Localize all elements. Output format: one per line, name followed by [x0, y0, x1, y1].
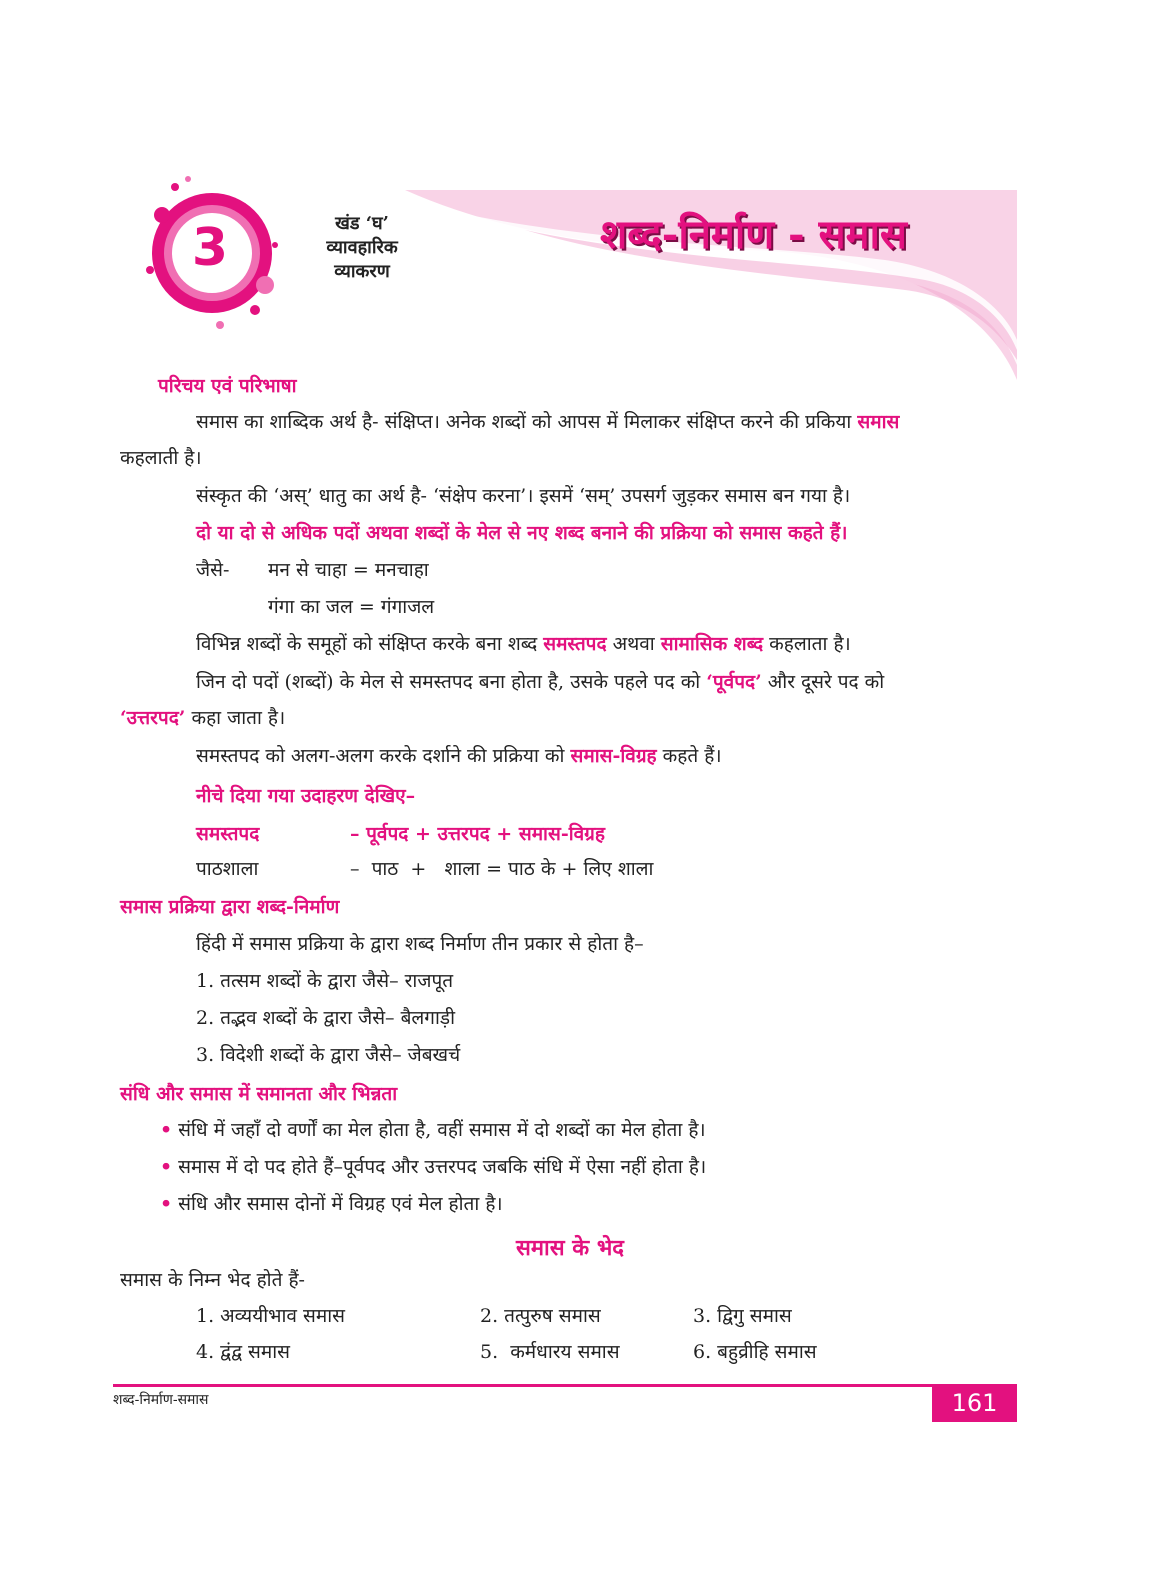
term-purvapad: ‘पूर्वपद’ [706, 671, 762, 693]
type-item: 5. कर्मधारय समास [480, 1341, 620, 1363]
example-header-left: समस्तपद [196, 823, 260, 845]
type-item: 6. बहुव्रीहि समास [693, 1341, 817, 1363]
sandhi-heading: संधि और समास में समानता और भिन्नता [120, 1083, 398, 1105]
footer-running-title: शब्द-निर्माण-समास [113, 1392, 209, 1408]
khand-line: व्यावहारिक [326, 237, 398, 258]
footer-divider [113, 1384, 1017, 1387]
definition: दो या दो से अधिक पदों अथवा शब्दों के मेल से नए शब्द बनाने की प्रक्रिया को समास कहते हैं। [196, 522, 848, 544]
type-item: 3. द्विगु समास [693, 1305, 792, 1327]
example-2: गंगा का जल = गंगाजल [268, 596, 435, 618]
example-heading: नीचे दिया गया उदाहरण देखिए– [196, 785, 416, 807]
example-row-right: – पाठ + शाला = पाठ के + लिए शाला [350, 858, 654, 880]
sandhi-item [160, 1155, 706, 1179]
text: कहा जाता है। [185, 707, 286, 729]
intro-paragraph-4 [196, 670, 884, 694]
process-lead: हिंदी में समास प्रक्रिया के द्वारा शब्द निर्माण तीन प्रकार से होता है– [196, 933, 644, 955]
khand-line: खंड ‘घ’ [335, 213, 389, 234]
text: समास में दो पद होते हैं–पूर्वपद और उत्तरपद जबकि संधि में ऐसा नहीं होता है। [178, 1156, 707, 1178]
intro-paragraph-3 [196, 632, 851, 656]
intro-heading: परिचय एवं परिभाषा [158, 375, 297, 397]
chapter-number: 3 [191, 218, 229, 278]
type-item: 2. तत्पुरुष समास [480, 1305, 601, 1327]
example-row-left: पाठशाला [196, 858, 259, 880]
bullet-icon: • [160, 1193, 173, 1215]
text: संधि और समास दोनों में विग्रह एवं मेल होता है। [178, 1193, 503, 1215]
intro-paragraph-2: संस्कृत की ‘अस्’ धातु का अर्थ है- ‘संक्षेप करना’। इसमें ‘सम्’ उपसर्ग जुड़कर समास बन गया है। [196, 485, 851, 507]
khand-line: व्याकरण [334, 261, 390, 282]
sandhi-item [160, 1118, 706, 1142]
term-samasik: सामासिक शब्द [660, 633, 764, 655]
term-uttarpad: ‘उत्तरपद’ [120, 707, 186, 729]
term-vigrah: समास-विग्रह [570, 745, 657, 767]
process-heading: समास प्रक्रिया द्वारा शब्द-निर्माण [120, 896, 340, 918]
bullet-icon: • [160, 1119, 173, 1141]
type-item: 1. अव्ययीभाव समास [196, 1305, 345, 1327]
types-heading-text: समास के भेद [516, 1235, 624, 1261]
text: समास का शाब्दिक अर्थ है- संक्षिप्त। अनेक शब्दों को आपस में मिलाकर संक्षिप्त करने की प्रकिया [196, 411, 858, 433]
text: कहते हैं। [656, 745, 722, 767]
type-item: 4. द्वंद्व समास [196, 1341, 291, 1363]
text: जिन दो पदों (शब्दों) के मेल से समस्तपद बना होता है, उसके पहले पद को [196, 671, 707, 693]
chapter-title: शब्द-निर्माण - समास [600, 211, 907, 258]
intro-paragraph-5 [196, 744, 722, 768]
bullet-icon: • [160, 1156, 173, 1178]
types-lead: समास के निम्न भेद होते हैं- [120, 1269, 305, 1291]
intro-paragraph-1-cont: कहलाती है। [120, 447, 202, 469]
process-item: 3. विदेशी शब्दों के द्वारा जैसे– जेबखर्च [196, 1044, 461, 1066]
example-header-right: – पूर्वपद + उत्तरपद + समास-विग्रह [350, 823, 605, 845]
intro-paragraph-1 [196, 410, 899, 434]
term-samas: समास [857, 411, 900, 433]
process-item: 1. तत्सम शब्दों के द्वारा जैसे– राजपूत [196, 970, 454, 992]
text: समस्तपद को अलग-अलग करके दर्शाने की प्रक्रिया को [196, 745, 571, 767]
text: अथवा [606, 633, 661, 655]
page-number: 161 [951, 1389, 998, 1417]
khand-label [304, 212, 420, 284]
text: और दूसरे पद को [761, 671, 885, 693]
text: विभिन्न शब्दों के समूहों को संक्षिप्त करके बना शब्द [196, 633, 544, 655]
text: कहलाता है। [763, 633, 851, 655]
intro-paragraph-4-cont [120, 706, 285, 730]
example-label: जैसे- [196, 559, 230, 581]
sandhi-item [160, 1192, 503, 1216]
term-samastapad: समस्तपद [543, 633, 607, 655]
example-1: मन से चाहा = मनचाहा [268, 559, 429, 581]
text: संधि में जहाँ दो वर्णों का मेल होता है, वहीं समास में दो शब्दों का मेल होता है। [178, 1119, 706, 1141]
process-item: 2. तद्भव शब्दों के द्वारा जैसे– बैलगाड़ी [196, 1007, 456, 1029]
types-heading [0, 1232, 1152, 1262]
